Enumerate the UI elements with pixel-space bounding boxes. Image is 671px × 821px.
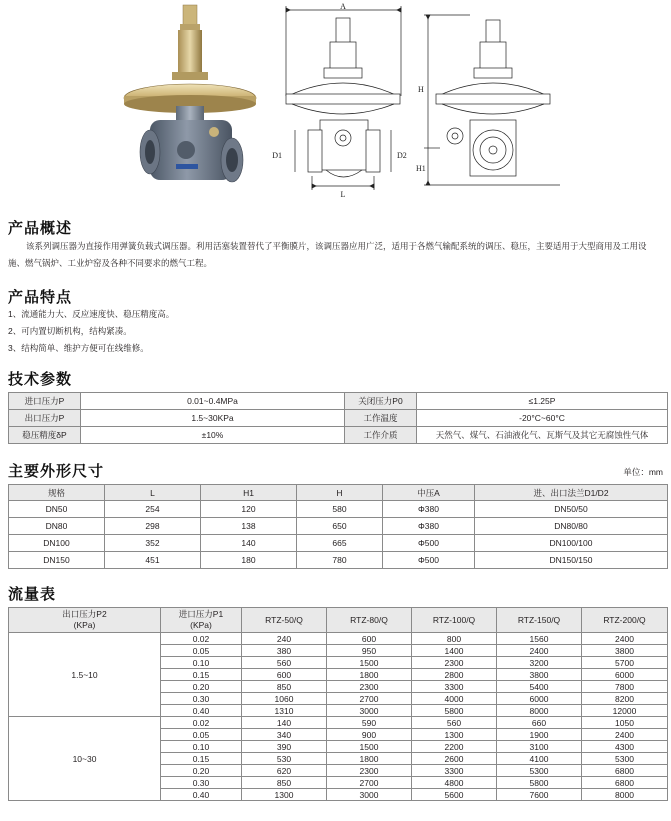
dims-cell: DN100 [9, 535, 105, 552]
tech-value: -20°C~60°C [417, 410, 668, 427]
flow-value: 1500 [327, 657, 412, 669]
flow-inlet-pressure: 0.15 [161, 669, 242, 681]
tech-value: ±10% [81, 427, 345, 444]
flow-value: 6000 [497, 693, 582, 705]
flow-value: 3800 [497, 669, 582, 681]
flow-title: 流量表 [8, 586, 57, 603]
front-dim-d1: D1 [272, 151, 282, 160]
dims-cell: 180 [201, 552, 297, 569]
flow-value: 6000 [582, 669, 668, 681]
flow-value: 390 [242, 741, 327, 753]
dims-header: H [297, 485, 383, 501]
flow-value: 6800 [582, 777, 668, 789]
flow-value: 3100 [497, 741, 582, 753]
tech-label: 出口压力P [9, 410, 81, 427]
flow-inlet-pressure: 0.02 [161, 633, 242, 645]
front-view-drawing [286, 6, 401, 190]
flow-value: 2700 [327, 777, 412, 789]
flow-value: 800 [412, 633, 497, 645]
flow-inlet-pressure: 0.20 [161, 681, 242, 693]
flow-value: 2400 [582, 729, 668, 741]
flow-value: 6800 [582, 765, 668, 777]
tech-title: 技术参数 [8, 371, 73, 388]
tech-label: 进口压力P [9, 393, 81, 410]
flow-value: 380 [242, 645, 327, 657]
flow-value: 7600 [497, 789, 582, 801]
flow-inlet-pressure: 0.30 [161, 693, 242, 705]
dims-cell: Φ380 [383, 518, 475, 535]
flow-value: 4800 [412, 777, 497, 789]
tech-value: 1.5~30KPa [81, 410, 345, 427]
flow-value: 560 [412, 717, 497, 729]
dims-cell: DN150 [9, 552, 105, 569]
dims-cell: 254 [105, 501, 201, 518]
flow-value: 1310 [242, 705, 327, 717]
tech-table [8, 392, 668, 444]
flow-value: 1050 [582, 717, 668, 729]
overview-title: 产品概述 [8, 220, 73, 237]
flow-value: 1300 [242, 789, 327, 801]
dims-cell: 120 [201, 501, 297, 518]
side-dim-h: H [418, 85, 424, 94]
flow-value: 2700 [327, 693, 412, 705]
features-title: 产品特点 [8, 289, 73, 306]
flow-value: 2400 [497, 645, 582, 657]
flow-inlet-pressure: 0.40 [161, 789, 242, 801]
flow-value: 7800 [582, 681, 668, 693]
flow-value: 3000 [327, 705, 412, 717]
feature-item-2: 2、可内置切断机构，结构紧凑。 [8, 326, 132, 336]
flow-value: 140 [242, 717, 327, 729]
tech-value: 0.01~0.4MPa [81, 393, 345, 410]
dims-cell: DN50/50 [475, 501, 668, 518]
flow-header-model: RTZ-50/Q [242, 608, 327, 633]
dims-unit: 单位：mm [623, 467, 663, 477]
dims-header: 进、出口法兰D1/D2 [475, 485, 668, 501]
flow-value: 1300 [412, 729, 497, 741]
overview-body: 该系列调压器为直接作用弹簧负载式调压器。利用活塞装置替代了平衡膜片，该调压器应用广泛，适用于各燃气输配系统的调压、稳压，主要适用于大型商用及工用设施、燃气锅炉、工业炉窑及各种不同要求的燃气工程。 [8, 241, 647, 268]
dims-row [9, 535, 668, 552]
flow-value: 600 [327, 633, 412, 645]
dims-row [9, 518, 668, 535]
dims-header: H1 [201, 485, 297, 501]
side-dim-h1: H1 [416, 164, 426, 173]
dims-header: L [105, 485, 201, 501]
flow-value: 530 [242, 753, 327, 765]
flow-value: 3000 [327, 789, 412, 801]
flow-value: 1500 [327, 741, 412, 753]
flow-value: 5800 [412, 705, 497, 717]
dims-header-row [9, 485, 668, 501]
flow-header-outlet-line1: 出口压力P2 [62, 609, 107, 619]
flow-inlet-pressure: 0.05 [161, 729, 242, 741]
flow-value: 1800 [327, 669, 412, 681]
flow-value: 240 [242, 633, 327, 645]
dims-row [9, 552, 668, 569]
flow-row [9, 633, 668, 645]
flow-header-model: RTZ-100/Q [412, 608, 497, 633]
flow-header-outlet-line2: (KPa) [73, 620, 96, 630]
flow-value: 2200 [412, 741, 497, 753]
flow-value: 2300 [327, 681, 412, 693]
dims-cell: Φ500 [383, 535, 475, 552]
flow-inlet-pressure: 0.20 [161, 765, 242, 777]
front-dim-d2: D2 [397, 151, 407, 160]
dims-header: 规格 [9, 485, 105, 501]
flow-table [8, 607, 668, 801]
flow-value: 5700 [582, 657, 668, 669]
flow-inlet-pressure: 0.15 [161, 753, 242, 765]
product-photo [124, 5, 256, 182]
flow-value: 4000 [412, 693, 497, 705]
product-figures [0, 0, 671, 205]
flow-value: 3800 [582, 645, 668, 657]
flow-value: 2600 [412, 753, 497, 765]
flow-value: 8200 [582, 693, 668, 705]
dims-cell: DN50 [9, 501, 105, 518]
flow-value: 5400 [497, 681, 582, 693]
flow-inlet-pressure: 0.05 [161, 645, 242, 657]
flow-value: 3300 [412, 765, 497, 777]
tech-row [9, 393, 668, 410]
dims-cell: 352 [105, 535, 201, 552]
feature-item-1: 1、流通能力大、反应速度快、稳压精度高。 [8, 309, 175, 319]
dims-cell: 780 [297, 552, 383, 569]
dims-header: 中压A [383, 485, 475, 501]
dims-cell: DN80 [9, 518, 105, 535]
feature-item-3: 3、结构简单、维护方便可在线维修。 [8, 343, 149, 353]
flow-row [9, 717, 668, 729]
flow-header-model: RTZ-200/Q [582, 608, 668, 633]
flow-header-row [9, 608, 668, 633]
flow-inlet-pressure: 0.02 [161, 717, 242, 729]
flow-value: 560 [242, 657, 327, 669]
flow-header-inlet-line1: 进口压力P1 [178, 609, 224, 619]
flow-header-inlet [161, 608, 242, 633]
dims-cell: DN80/80 [475, 518, 668, 535]
flow-header-model: RTZ-150/Q [497, 608, 582, 633]
dims-cell: Φ500 [383, 552, 475, 569]
dims-cell: 138 [201, 518, 297, 535]
flow-header-model: RTZ-80/Q [327, 608, 412, 633]
flow-inlet-pressure: 0.30 [161, 777, 242, 789]
flow-value: 1060 [242, 693, 327, 705]
dims-cell: 650 [297, 518, 383, 535]
flow-outlet-range: 1.5~10 [9, 633, 161, 717]
tech-label: 稳压精度δP [9, 427, 81, 444]
tech-label: 关闭压力P0 [345, 393, 417, 410]
dims-cell: 665 [297, 535, 383, 552]
flow-value: 590 [327, 717, 412, 729]
flow-value: 1900 [497, 729, 582, 741]
dims-cell: 451 [105, 552, 201, 569]
flow-value: 950 [327, 645, 412, 657]
overview-text [8, 238, 658, 272]
tech-row [9, 410, 668, 427]
flow-outlet-range: 10~30 [9, 717, 161, 801]
flow-inlet-pressure: 0.10 [161, 657, 242, 669]
flow-value: 1800 [327, 753, 412, 765]
flow-header-outlet [9, 608, 161, 633]
flow-value: 2300 [327, 765, 412, 777]
dims-cell: 140 [201, 535, 297, 552]
flow-value: 2300 [412, 657, 497, 669]
flow-value: 660 [497, 717, 582, 729]
dims-cell: Φ380 [383, 501, 475, 518]
flow-value: 4300 [582, 741, 668, 753]
flow-value: 2400 [582, 633, 668, 645]
flow-value: 3300 [412, 681, 497, 693]
front-dim-l: L [340, 190, 346, 199]
side-view-drawing [424, 15, 560, 185]
front-dim-a: A [340, 2, 346, 11]
flow-inlet-pressure: 0.10 [161, 741, 242, 753]
flow-value: 5600 [412, 789, 497, 801]
dims-title: 主要外形尺寸 [8, 463, 105, 480]
flow-value: 2800 [412, 669, 497, 681]
flow-value: 5300 [582, 753, 668, 765]
flow-value: 620 [242, 765, 327, 777]
flow-value: 900 [327, 729, 412, 741]
flow-value: 8000 [497, 705, 582, 717]
dims-cell: 298 [105, 518, 201, 535]
flow-value: 850 [242, 777, 327, 789]
tech-label: 工作介质 [345, 427, 417, 444]
dims-row [9, 501, 668, 518]
flow-value: 1400 [412, 645, 497, 657]
tech-value: ≤1.25P [417, 393, 668, 410]
flow-value: 1560 [497, 633, 582, 645]
dims-cell: DN100/100 [475, 535, 668, 552]
flow-value: 5800 [497, 777, 582, 789]
flow-header-inlet-line2: (KPa) [190, 620, 212, 630]
flow-value: 12000 [582, 705, 668, 717]
dims-table [8, 484, 668, 569]
flow-value: 340 [242, 729, 327, 741]
flow-value: 5300 [497, 765, 582, 777]
flow-value: 850 [242, 681, 327, 693]
flow-value: 3200 [497, 657, 582, 669]
tech-row [9, 427, 668, 444]
dims-cell: 580 [297, 501, 383, 518]
flow-inlet-pressure: 0.40 [161, 705, 242, 717]
flow-value: 8000 [582, 789, 668, 801]
dims-cell: DN150/150 [475, 552, 668, 569]
flow-value: 4100 [497, 753, 582, 765]
tech-value: 天然气、煤气、石油液化气、瓦斯气及其它无腐蚀性气体 [417, 427, 668, 444]
flow-value: 600 [242, 669, 327, 681]
tech-label: 工作温度 [345, 410, 417, 427]
